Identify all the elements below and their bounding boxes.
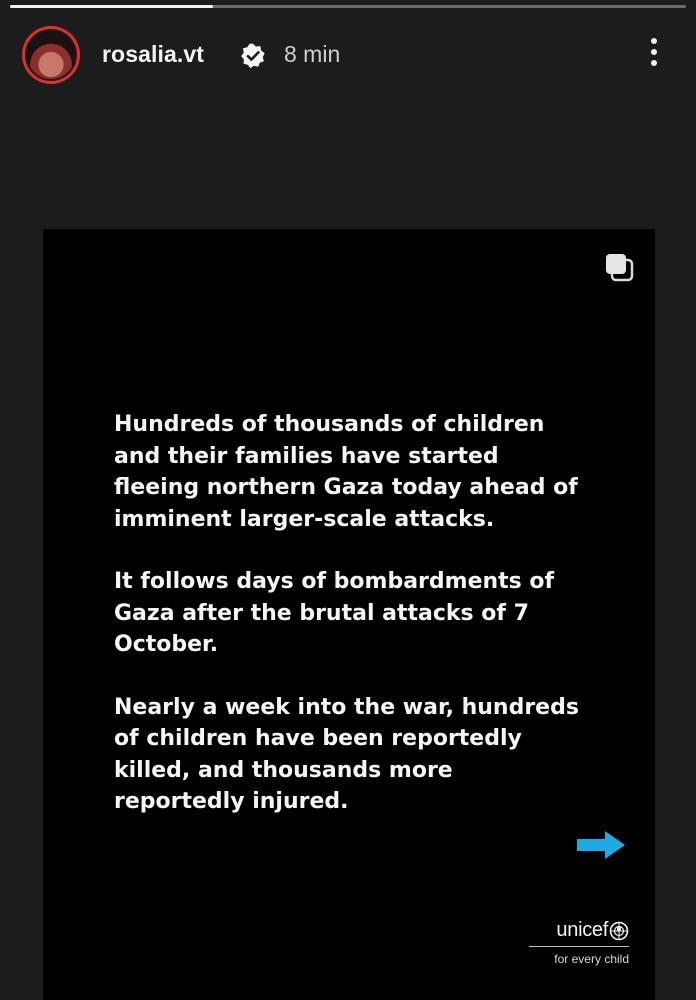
post-text [114,409,584,849]
avatar[interactable] [22,26,80,84]
shared-post-card[interactable] [43,229,655,1000]
post-paragraph-1: Hundreds of thousands of children and their families have started fleeing northern Gaza today ahead of imminent larger-scale attacks. [114,412,578,532]
verified-badge-icon [240,43,266,69]
story-progress-bar [10,5,686,8]
username[interactable]: rosalia.vt [102,41,204,67]
story-progress-fill [10,5,213,8]
unicef-tagline: for every child [554,952,629,966]
post-paragraph-2: It follows days of bombardments of Gaza after the brutal attacks of 7 October. [114,569,555,657]
avatar-image [25,29,77,81]
logo-divider [529,946,629,947]
unicef-globe-icon [609,921,629,941]
post-time: 8 min [284,41,341,67]
post-paragraph-3: Nearly a week into the war, hundreds of children have been reportedly killed, and thousands more reportedly injured. [114,694,579,814]
unicef-logo [529,919,629,966]
more-vertical-icon[interactable] [642,38,666,72]
carousel-multiple-icon [603,251,635,283]
arrow-right-icon[interactable] [575,829,627,861]
unicef-wordmark: unicef [556,919,608,941]
story-header [22,26,674,84]
